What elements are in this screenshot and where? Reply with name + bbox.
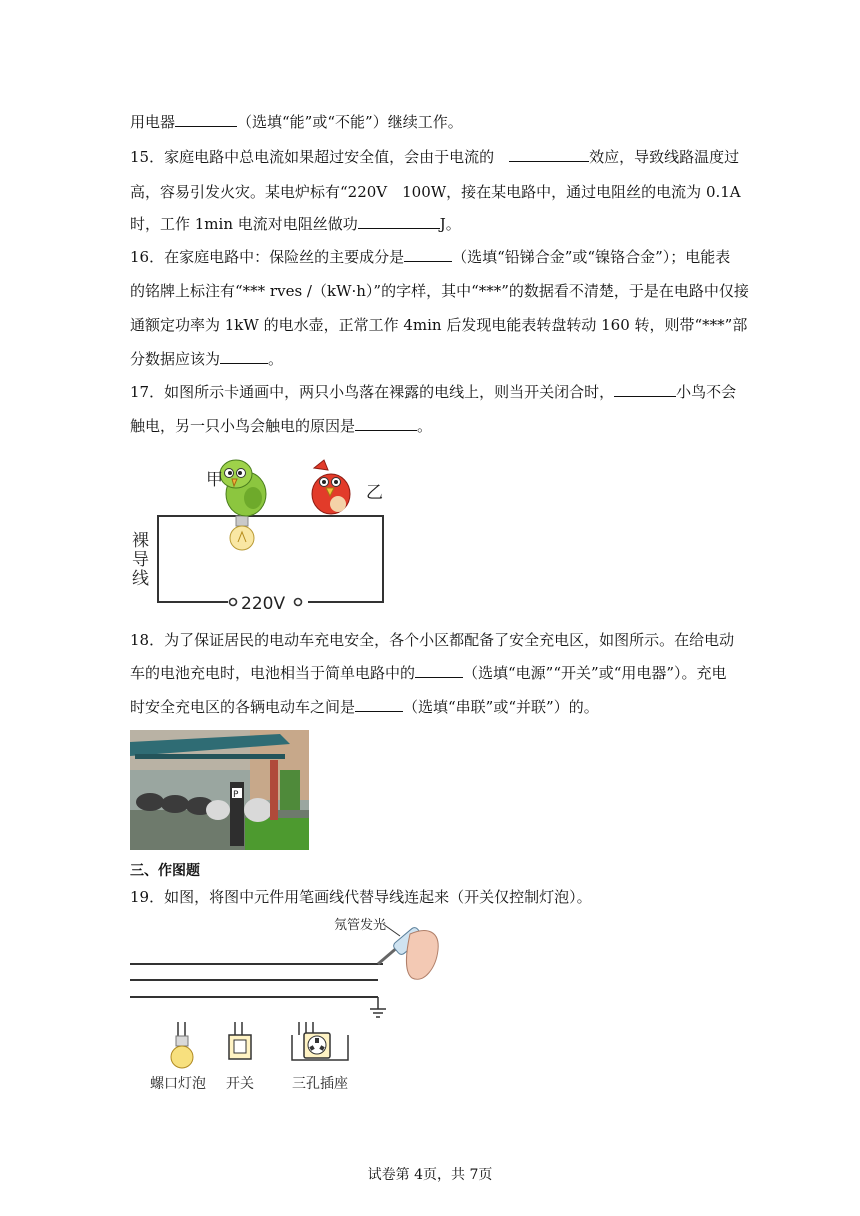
q14-blank[interactable]	[175, 112, 237, 127]
q15-blank-work[interactable]	[358, 214, 440, 229]
bulb-label: 螺口灯泡	[150, 1076, 206, 1092]
q17-text: 小鸟不会	[676, 383, 737, 401]
section-title: 三、作图题	[130, 863, 200, 879]
q16-line4	[130, 348, 283, 370]
screw-bulb-icon	[171, 1022, 193, 1068]
q17-text: 。	[417, 417, 433, 435]
q15-line1	[130, 146, 739, 168]
switch-icon	[229, 1022, 251, 1059]
q15-line3	[130, 213, 461, 235]
q16-blank-fuse[interactable]	[404, 247, 452, 262]
q18-line3	[130, 696, 599, 718]
q19-text: 19．如图，将图中元件用笔画线代替导线连起来（开关仅控制灯泡）。	[130, 888, 592, 906]
q17-line2	[130, 415, 432, 437]
q18-text: 车的电池充电时，电池相当于简单电路中的	[130, 664, 416, 682]
wire-label-2: 导	[132, 550, 149, 570]
bird-circuit-figure	[128, 446, 392, 616]
q16-text: 的铭牌上标注有“*** rves /（kW·h）”的字样，其中“***”的数据看不清楚，于是在电路中仅接	[130, 282, 749, 300]
q17-text: 17．如图所示卡通画中，两只小鸟落在裸露的电线上，则当开关闭合时，	[130, 383, 615, 401]
wire-label-3: 线	[132, 569, 149, 589]
q16-line1	[130, 246, 730, 268]
q14-tail	[130, 111, 463, 133]
q18-blank-role[interactable]	[415, 663, 463, 678]
q15-text: 时，工作 1min 电流对电阻丝做功	[130, 215, 358, 233]
label-yi: 乙	[366, 483, 383, 503]
q15-text: 15．家庭电路中总电流如果超过安全值，会由于电流的	[130, 148, 495, 166]
charging-area-photo	[130, 730, 309, 850]
q15-text: 效应，导致线路温度过	[589, 148, 740, 166]
q18-text: （选填“串联”或“并联”）的。	[403, 698, 599, 716]
q15-text: 高，容易引发火灾。某电炉标有“220V 100W，接在某电路中，通过电阻丝的电流为 0.1A	[130, 183, 741, 201]
q16-text: （选填“铅锑合金”或“镍铬合金”）；电能表	[452, 248, 731, 266]
wire-label-1: 裸	[132, 531, 149, 551]
test-pen-icon	[378, 926, 438, 979]
q17-blank-bird[interactable]	[614, 382, 676, 397]
red-bird-icon	[312, 460, 350, 514]
three-hole-socket-icon	[292, 1022, 348, 1060]
q16-line3	[130, 314, 747, 336]
q18-line1	[130, 629, 734, 651]
neon-label: 氖管发光	[334, 918, 387, 933]
q14-tail-post: （选填“能”或“不能”）继续工作。	[237, 113, 463, 131]
q16-blank-meter[interactable]	[220, 349, 268, 364]
q16-text: 。	[268, 350, 284, 368]
q16-text: 16．在家庭电路中：保险丝的主要成分是	[130, 248, 405, 266]
q18-blank-connection[interactable]	[355, 697, 403, 712]
page-footer: 试卷第 4页，共 7页	[367, 1167, 493, 1183]
q18-text: （选填“电源”“开关”或“用电器”）。充电	[463, 664, 727, 682]
q16-line2	[130, 280, 749, 302]
q17-blank-reason[interactable]	[355, 416, 417, 431]
bulb-icon	[230, 516, 254, 550]
q17-line1	[130, 381, 736, 403]
switch-label: 开关	[226, 1076, 254, 1092]
parking-sign: P	[233, 790, 239, 800]
q17-text: 触电，另一只小鸟会触电的原因是	[130, 417, 356, 435]
q14-tail-pre: 用电器	[130, 113, 176, 131]
label-jia: 甲	[206, 470, 223, 490]
q18-line2	[130, 662, 727, 684]
q15-line2	[130, 181, 741, 203]
q18-text: 18．为了保证居民的电动车充电安全，各个小区都配备了安全充电区，如图所示。在给电动	[130, 631, 735, 649]
q16-text: 通额定功率为 1kW 的电水壶，正常工作 4min 后发现电能表转盘转动 160 转，则带“***”部	[130, 316, 748, 334]
q16-text: 分数据应该为	[130, 350, 221, 368]
q15-blank-effect[interactable]	[509, 147, 589, 162]
wiring-figure	[128, 912, 448, 1098]
q15-text: J。	[439, 215, 461, 233]
voltage-label: 220V	[241, 594, 286, 614]
socket-label: 三孔插座	[292, 1076, 348, 1092]
q18-text: 时安全充电区的各辆电动车之间是	[130, 698, 356, 716]
green-bird-icon	[220, 460, 266, 516]
